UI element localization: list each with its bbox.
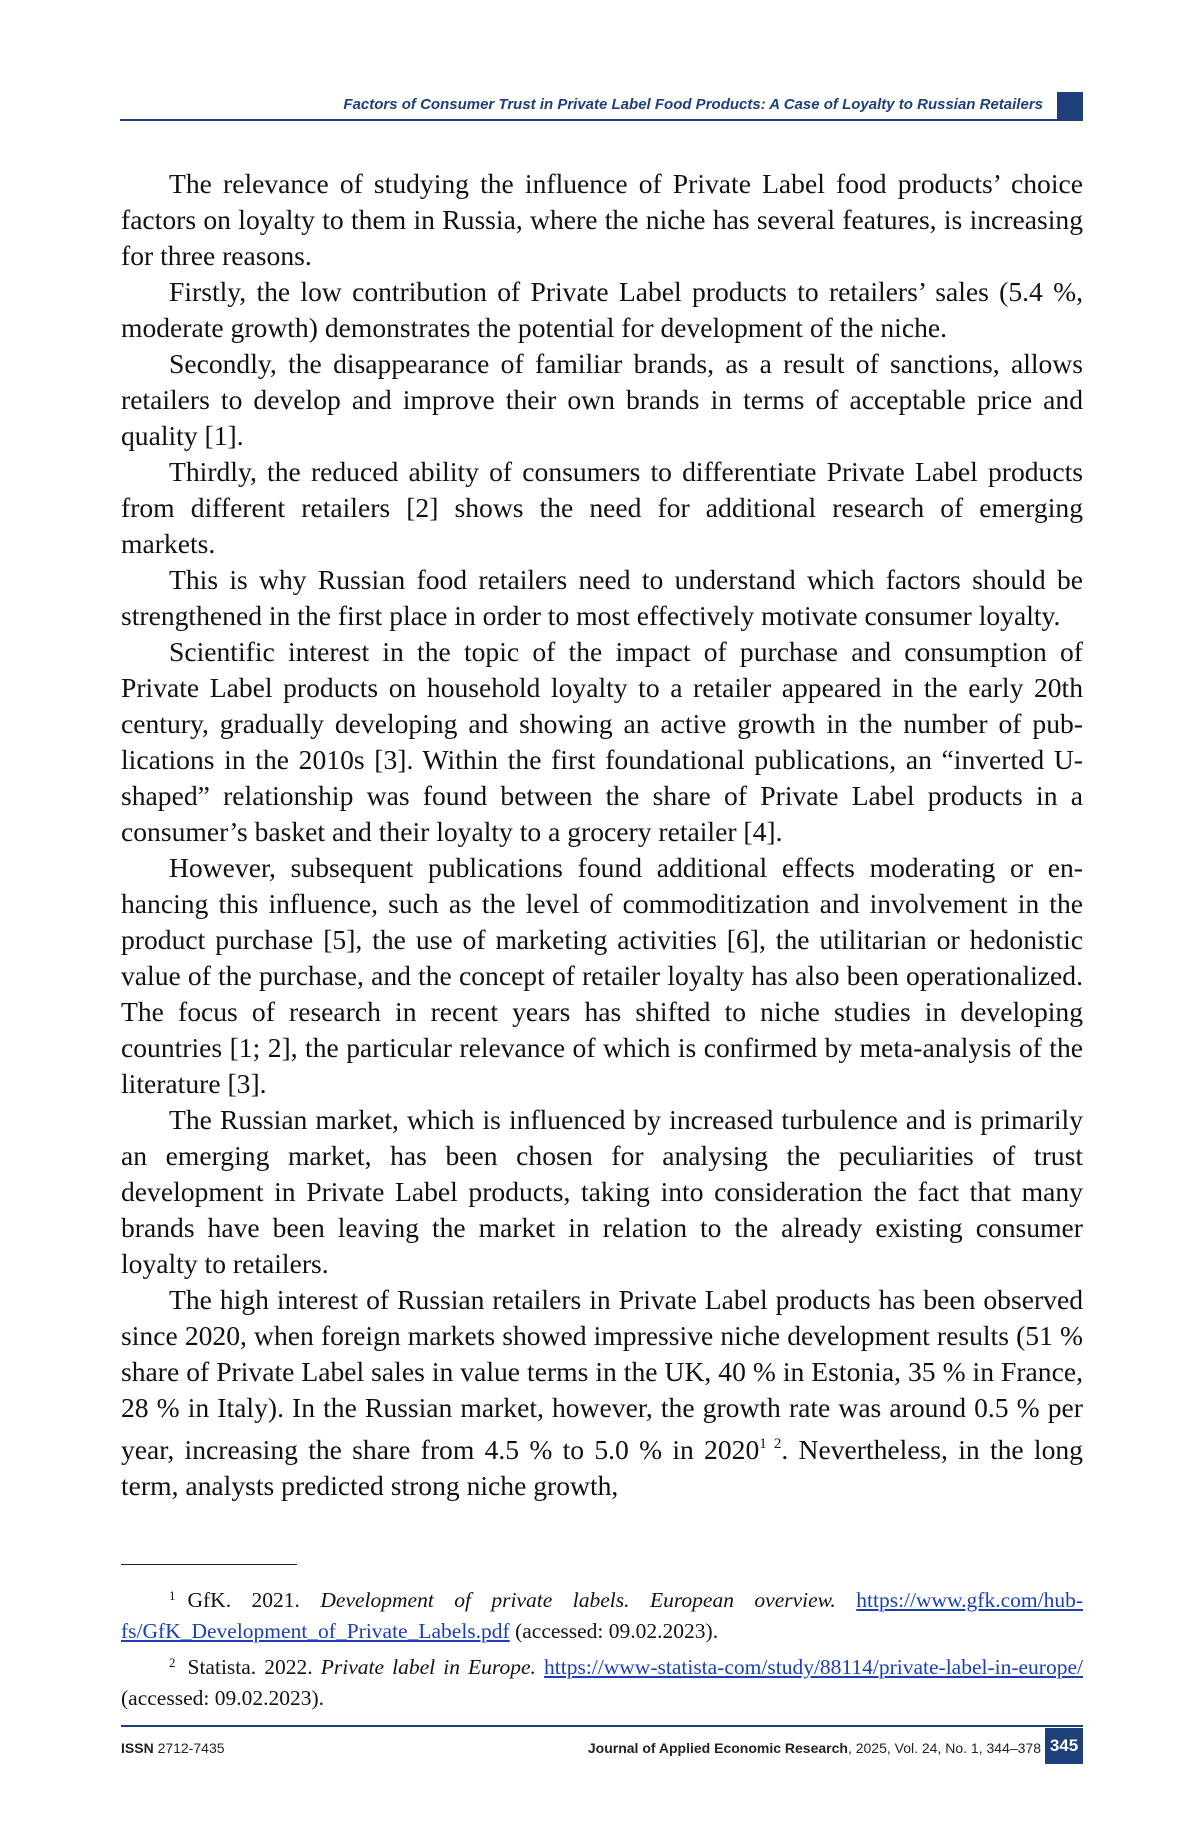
paragraph-text: . Nevertheless, in the long term, analysts predicted strong niche growth, <box>121 1434 1083 1501</box>
body-paragraph: Scientific interest in the topic of the impact of purchase and consumption of Private Label products on household loyalty to a retailer appeared in the early 20th century, gradually developing and showing an active growth in the number of publications in the 2010s [3]. Within the first foundational publications, an “inverted U-shaped” relationship was found between the share of Private Label products in a consumer’s basket and their loyalty to a grocery retailer [4]. <box>121 636 1083 847</box>
running-title: Factors of Consumer Trust in Private Label Food Products: A Case of Loyalty to Russian Retailers <box>343 96 1043 113</box>
footnote-marker: 1 <box>169 1588 176 1603</box>
body-paragraph: Firstly, the low contribution of Private Label products to retailers’ sales (5.4 %, moderate growth) demonstrates the potential for development of the niche. <box>121 276 1083 343</box>
body-paragraph <box>121 1282 1083 1504</box>
footnote-source: Statista. 2022. <box>187 1655 321 1679</box>
footnote-1 <box>121 1580 1083 1647</box>
footnote-reference[interactable]: 1 2 <box>759 1436 782 1452</box>
footnote-accessed: (accessed: 09.02.2023). <box>509 1619 719 1643</box>
footnote-link[interactable]: https://www.gfk.com/hubfs/GfK_Development_of_Private_Labels.pdf <box>121 1588 1083 1643</box>
footnote-marker: 2 <box>169 1655 176 1670</box>
issn-value: 2712-7435 <box>153 1740 225 1756</box>
footnotes <box>121 1580 1083 1714</box>
footnote-separator <box>121 1564 297 1565</box>
body-paragraph: However, subsequent publications found additional effects moderating or enhancing this influence, such as the level of commoditization and involvement in the product purchase [5], the use of marketing activities [6], the utilitarian or hedonistic value of the purchase, and the concept of retailer loyalty has also been operationalized. The focus of research in recent years has shifted to niche studies in developing countries [1; 2], the particular relevance of which is confirmed by meta-analysis of the literature [3]. <box>121 852 1083 1099</box>
footer-rule <box>121 1725 1083 1727</box>
footnote-source: GfK. 2021. <box>187 1588 321 1612</box>
header-rule <box>120 119 1083 121</box>
journal-details: , 2025, Vol. 24, No. 1, 344–378 <box>847 1740 1041 1756</box>
footnote-title: Development of private labels. European overview. <box>320 1588 836 1612</box>
issn-label: ISSN <box>121 1740 154 1756</box>
paragraph-text: The high interest of Russian retailers in Private Label products has been observed since 2020, when foreign markets showed impressive niche development results (51 % share of Private Label sales in value terms in the UK, 40 % in Estonia, 35 % in France, 28 % in Italy). In the Russian market, however, the growth rate was around 0.5 % per year, increasing the share from 4.5 % to 5.0 % in 2020 <box>121 1284 1083 1465</box>
footnote-accessed: (accessed: 09.02.2023). <box>121 1686 324 1710</box>
article-body <box>121 166 1083 1504</box>
footnote-link[interactable]: https://www-statista-com/study/88114/private-label-in-europe/ <box>544 1655 1083 1679</box>
body-paragraph: The Russian market, which is influenced by increased turbulence and is primarily an emerging market, has been chosen for analysing the peculiarities of trust development in Private Label products, taking into consideration the fact that many brands have been leaving the market in relation to the already existing consumer loyalty to retailers. <box>121 1104 1083 1279</box>
footnote-2 <box>121 1647 1083 1714</box>
journal-name: Journal of Applied Economic Research <box>587 1740 848 1756</box>
body-paragraph: The relevance of studying the influence of Private Label food products’ choice factors on loyalty to them in Russia, where the niche has several features, is increasing for three reasons. <box>121 168 1083 271</box>
body-paragraph: Secondly, the disappearance of familiar brands, as a result of sanctions, allows retailers to develop and improve their own brands in terms of acceptable price and quality [1]. <box>121 348 1083 451</box>
body-paragraph: This is why Russian food retailers need to understand which factors should be strengthened in the first place in order to most effectively motivate consumer loyalty. <box>121 564 1083 631</box>
header-accent-block <box>1057 92 1083 120</box>
issn <box>121 1740 225 1756</box>
page-number: 345 <box>1045 1728 1083 1764</box>
footnote-title: Private label in Europe. <box>320 1655 536 1679</box>
body-paragraph: Thirdly, the reduced ability of consumers to differentiate Private Label products from different retailers [2] shows the need for additional research of emerging markets. <box>121 456 1083 559</box>
running-header <box>120 92 1083 120</box>
journal-citation <box>588 1740 1041 1756</box>
page-footer <box>121 1725 1083 1765</box>
